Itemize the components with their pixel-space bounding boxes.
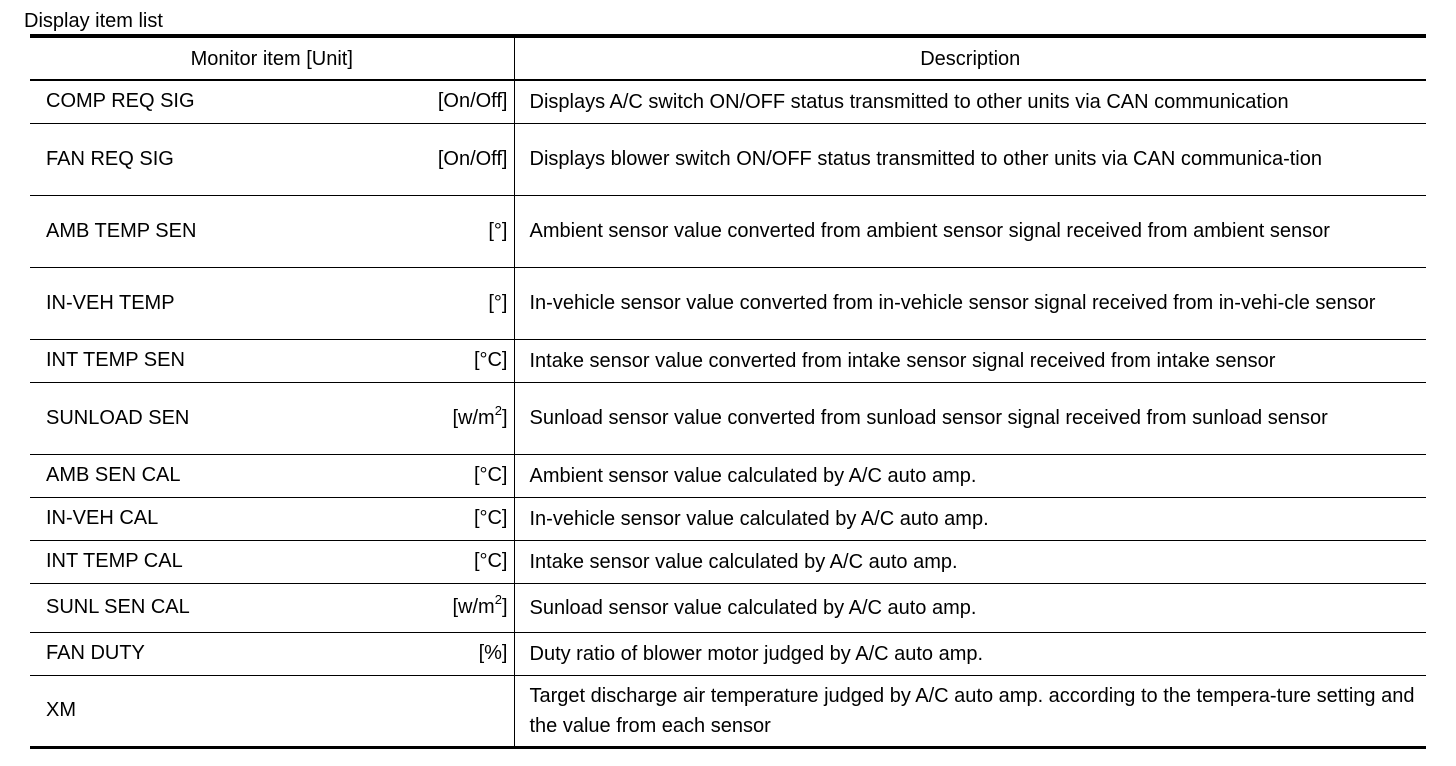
monitor-item-cell bbox=[30, 195, 514, 267]
monitor-item-cell bbox=[30, 454, 514, 497]
table-row bbox=[30, 267, 1426, 339]
monitor-item-name: AMB TEMP SEN bbox=[46, 219, 197, 242]
description-cell bbox=[514, 382, 1426, 454]
monitor-item-unit: [°] bbox=[488, 219, 508, 242]
table-row bbox=[30, 632, 1426, 675]
description-cell bbox=[514, 267, 1426, 339]
monitor-item-name: FAN REQ SIG bbox=[46, 147, 174, 170]
description-cell bbox=[514, 583, 1426, 632]
monitor-item-cell bbox=[30, 267, 514, 339]
monitor-item-unit: [%] bbox=[478, 642, 508, 664]
table-body bbox=[30, 80, 1426, 747]
monitor-item-cell bbox=[30, 80, 514, 123]
monitor-item-cell bbox=[30, 583, 514, 632]
description-text: Sunload sensor value calculated by A/C auto amp. bbox=[529, 596, 977, 619]
monitor-item-name: IN-VEH TEMP bbox=[46, 291, 175, 314]
description-text: Intake sensor value calculated by A/C auto amp. bbox=[529, 550, 958, 573]
description-text: Ambient sensor value converted from ambient sensor signal received from ambient sensor bbox=[529, 220, 1330, 242]
description-text: In-vehicle sensor value calculated by A/C auto amp. bbox=[529, 507, 989, 530]
description-text: In-vehicle sensor value converted from in-vehicle sensor signal received from in-vehi-cle sensor bbox=[529, 292, 1376, 314]
header-monitor-item: Monitor item [Unit] bbox=[30, 36, 514, 80]
table-caption: Display item list bbox=[24, 10, 163, 32]
description-cell bbox=[514, 80, 1426, 123]
monitor-item-cell bbox=[30, 382, 514, 454]
table-row bbox=[30, 497, 1426, 540]
monitor-item-unit: [°C] bbox=[473, 464, 508, 486]
table-row bbox=[30, 123, 1426, 195]
monitor-item-cell bbox=[30, 540, 514, 583]
table-row bbox=[30, 382, 1426, 454]
description-text: Intake sensor value converted from intake sensor signal received from intake sensor bbox=[529, 349, 1276, 372]
monitor-item-name: INT TEMP CAL bbox=[46, 550, 183, 572]
monitor-item-unit: [°C] bbox=[473, 507, 508, 529]
monitor-item-name: SUNL SEN CAL bbox=[46, 596, 190, 618]
monitor-item-name: AMB SEN CAL bbox=[46, 464, 181, 486]
monitor-item-cell bbox=[30, 675, 514, 747]
description-cell bbox=[514, 497, 1426, 540]
table-row bbox=[30, 339, 1426, 382]
monitor-item-cell bbox=[30, 632, 514, 675]
monitor-item-name: COMP REQ SIG bbox=[46, 90, 195, 113]
description-cell bbox=[514, 632, 1426, 675]
monitor-item-name: XM bbox=[46, 699, 76, 721]
table-row bbox=[30, 583, 1426, 632]
monitor-item-cell bbox=[30, 497, 514, 540]
monitor-item-unit: [On/Off] bbox=[437, 90, 508, 113]
description-text: Duty ratio of blower motor judged by A/C auto amp. bbox=[529, 642, 984, 665]
table-row bbox=[30, 195, 1426, 267]
table-header bbox=[30, 36, 1426, 80]
description-text: Displays blower switch ON/OFF status transmitted to other units via CAN communica-tion bbox=[529, 148, 1322, 170]
monitor-item-name: IN-VEH CAL bbox=[46, 507, 159, 529]
description-text: Ambient sensor value calculated by A/C auto amp. bbox=[529, 464, 977, 487]
monitor-item-name: FAN DUTY bbox=[46, 642, 145, 664]
monitor-item-unit: [On/Off] bbox=[437, 147, 508, 170]
monitor-item-unit: [°C] bbox=[473, 550, 508, 572]
table-row bbox=[30, 675, 1426, 747]
table-row bbox=[30, 454, 1426, 497]
monitor-item-unit: [°C] bbox=[473, 349, 508, 371]
table-row bbox=[30, 80, 1426, 123]
monitor-item-name: SUNLOAD SEN bbox=[46, 406, 190, 429]
monitor-item-cell bbox=[30, 339, 514, 382]
header-description: Description bbox=[514, 36, 1426, 80]
monitor-item-unit: $[w/m^2]$ bbox=[452, 592, 508, 618]
description-text: Sunload sensor value converted from sunload sensor signal received from sunload sensor bbox=[529, 407, 1328, 429]
description-cell bbox=[514, 540, 1426, 583]
header-row bbox=[30, 36, 1426, 80]
description-cell bbox=[514, 675, 1426, 747]
description-cell bbox=[514, 454, 1426, 497]
monitor-item-unit: [°] bbox=[488, 291, 508, 314]
table-row bbox=[30, 540, 1426, 583]
description-cell bbox=[514, 123, 1426, 195]
monitor-item-name: INT TEMP SEN bbox=[46, 349, 185, 371]
description-cell bbox=[514, 339, 1426, 382]
display-item-table bbox=[30, 34, 1426, 749]
monitor-item-cell bbox=[30, 123, 514, 195]
description-text: Displays A/C switch ON/OFF status transmitted to other units via CAN communication bbox=[529, 90, 1289, 113]
description-text: Target discharge air temperature judged by A/C auto amp. according to the tempera-ture setting and the value from each sensor bbox=[529, 684, 1415, 737]
description-cell bbox=[514, 195, 1426, 267]
monitor-item-unit: $[w/m^2]$ bbox=[452, 402, 508, 429]
